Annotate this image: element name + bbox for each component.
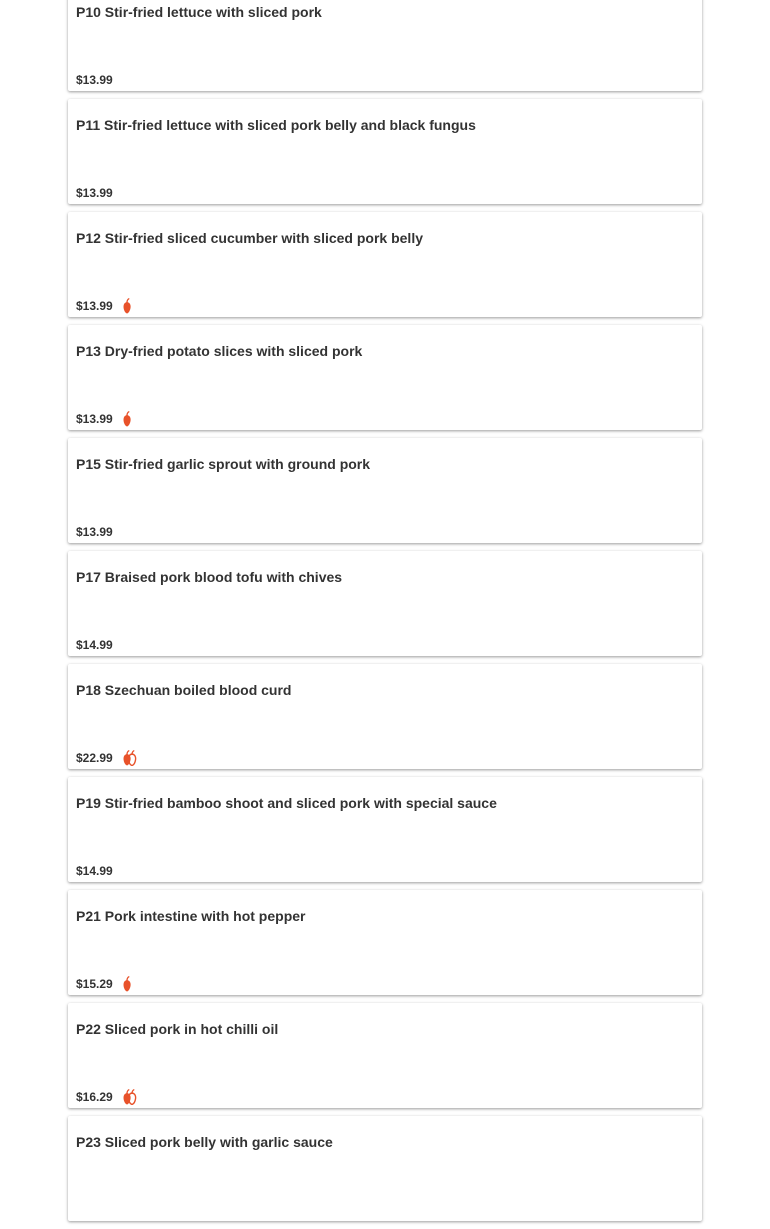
menu-item-price: $14.99	[76, 638, 113, 652]
menu-item-card[interactable]	[68, 325, 702, 430]
spicy-pepper-icon	[122, 976, 132, 992]
menu-item-name: P18 Szechuan boiled blood curd	[76, 682, 292, 698]
menu-item-price: $13.99	[76, 299, 113, 313]
menu-item-card[interactable]	[68, 438, 702, 543]
menu-item-footer	[76, 72, 113, 88]
extra-spicy-peppers-icon	[122, 750, 138, 766]
menu-item-footer	[76, 411, 132, 427]
menu-item-card[interactable]	[68, 777, 702, 882]
menu-item-price: $13.99	[76, 186, 113, 200]
menu-item-footer	[76, 863, 113, 879]
menu-item-price: $15.29	[76, 977, 113, 991]
menu-item-card[interactable]	[68, 1116, 702, 1221]
menu-item-footer	[76, 1089, 138, 1105]
menu-item-card[interactable]	[68, 1003, 702, 1108]
menu-item-card[interactable]	[68, 551, 702, 656]
spicy-pepper-icon	[122, 411, 132, 427]
menu-item-name: P10 Stir-fried lettuce with sliced pork	[76, 4, 322, 20]
menu-item-card[interactable]	[68, 99, 702, 204]
menu-item-price: $16.29	[76, 1090, 113, 1104]
menu-item-name: P23 Sliced pork belly with garlic sauce	[76, 1134, 333, 1150]
spicy-pepper-icon	[122, 298, 132, 314]
menu-item-name: P12 Stir-fried sliced cucumber with sliced pork belly	[76, 230, 423, 246]
menu-item-name: P13 Dry-fried potato slices with sliced pork	[76, 343, 363, 359]
menu-item-list	[68, 0, 702, 1229]
menu-item-card[interactable]	[68, 664, 702, 769]
menu-item-name: P21 Pork intestine with hot pepper	[76, 908, 306, 924]
menu-item-footer	[76, 185, 113, 201]
menu-item-name: P22 Sliced pork in hot chilli oil	[76, 1021, 279, 1037]
menu-item-footer	[76, 524, 113, 540]
menu-item-price: $13.99	[76, 525, 113, 539]
menu-item-price: $13.99	[76, 412, 113, 426]
menu-item-price: $13.99	[76, 73, 113, 87]
menu-item-name: P11 Stir-fried lettuce with sliced pork belly and black fungus	[76, 117, 476, 133]
menu-item-card[interactable]	[68, 0, 702, 91]
menu-item-footer	[76, 637, 113, 653]
menu-item-footer	[76, 976, 132, 992]
menu-item-card[interactable]	[68, 890, 702, 995]
menu-item-name: P19 Stir-fried bamboo shoot and sliced pork with special sauce	[76, 795, 497, 811]
extra-spicy-peppers-icon	[122, 1089, 138, 1105]
menu-item-price: $22.99	[76, 751, 113, 765]
menu-item-name: P17 Braised pork blood tofu with chives	[76, 569, 343, 585]
menu-item-card[interactable]	[68, 212, 702, 317]
menu-item-footer	[76, 750, 138, 766]
menu-item-name: P15 Stir-fried garlic sprout with ground pork	[76, 456, 371, 472]
menu-item-footer	[76, 298, 132, 314]
menu-item-price: $14.99	[76, 864, 113, 878]
